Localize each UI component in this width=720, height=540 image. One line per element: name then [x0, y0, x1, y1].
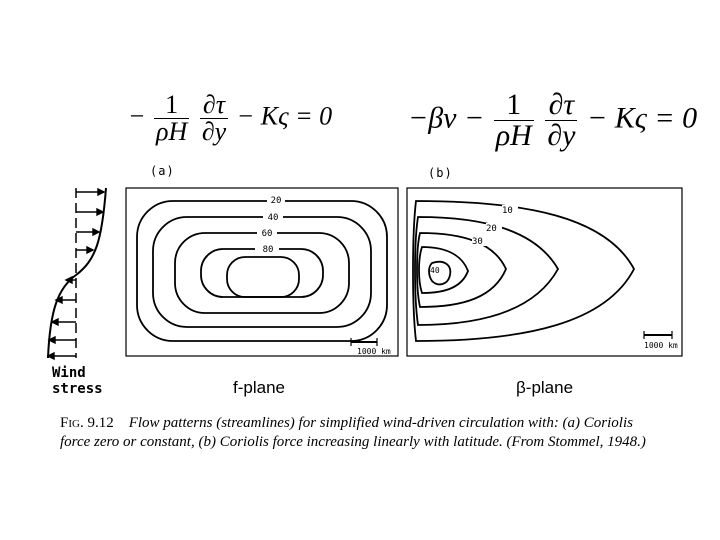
panel-b-contour-label-2: 20 [486, 224, 497, 234]
caption-fig-number: Fig. 9.12 [60, 415, 114, 431]
equation-a [128, 92, 332, 145]
wind-stress-label [52, 365, 103, 397]
figure-caption [60, 414, 710, 452]
eq-b-den1: ρH [495, 119, 532, 152]
panel-a-streamline-5 [227, 257, 299, 297]
eq-b-frac1 [494, 90, 534, 151]
panel-b-streamline-4 [419, 247, 468, 293]
wind-label-line1: Wind [52, 365, 86, 381]
eq-a-frac2 [200, 92, 228, 145]
eq-a-suffix: − Kς = 0 [236, 101, 333, 131]
eq-b-prefix: −βv − [408, 101, 485, 135]
panel-a-contour-label-4: 80 [262, 245, 274, 255]
caption-line-1: Flow patterns (streamlines) for simplified wind-driven circulation with: (a) Coriolis [128, 415, 633, 431]
panel-b-contour-label-1: 10 [502, 206, 513, 216]
caption-line-2: force zero or constant, (b) Coriolis force increasing linearly with latitude. (From Stommel, 1948.) [60, 434, 646, 450]
panel-b-contour-label-3: 30 [472, 237, 483, 247]
eq-b-suffix: − Kς = 0 [586, 101, 698, 135]
wind-stress-profile [36, 180, 116, 365]
beta-plane-label: β-plane [516, 378, 574, 397]
eq-a-num1: 1 [154, 92, 189, 119]
panel-a-contour-label-2: 40 [267, 213, 279, 223]
panel-a-label: (a) [150, 164, 175, 178]
panel-b-scale-label: 1000 km [644, 341, 678, 350]
wind-label-line2: stress [52, 381, 103, 397]
panel-a-border [126, 188, 398, 356]
eq-b-num1: 1 [494, 90, 534, 121]
panel-b-contour-label-4: 40 [430, 266, 440, 275]
panel-b-diagram [406, 187, 684, 359]
panel-b-streamline-1 [413, 201, 634, 341]
eq-b-num2: ∂τ [545, 90, 577, 121]
eq-b-frac2 [545, 90, 577, 151]
panel-b-label: (b) [428, 166, 453, 180]
wind-arrow-east-icon [98, 189, 104, 195]
eq-a-num2: ∂τ [200, 92, 228, 119]
eq-a-den2: ∂y [201, 117, 227, 146]
panel-a-contour-label-1: 20 [270, 196, 282, 206]
eq-a-prefix: − [128, 101, 146, 131]
panel-a-contour-label-3: 60 [261, 229, 273, 239]
eq-a-den1: ρH [156, 117, 188, 146]
panel-a-scale-label: 1000 km [357, 347, 391, 356]
panel-a-diagram [125, 187, 400, 359]
panel-b-scale-bar [644, 331, 678, 350]
eq-b-den2: ∂y [547, 119, 576, 152]
eq-a-frac1 [154, 92, 189, 145]
equation-b [408, 90, 697, 151]
f-plane-label: f-plane [233, 378, 285, 397]
